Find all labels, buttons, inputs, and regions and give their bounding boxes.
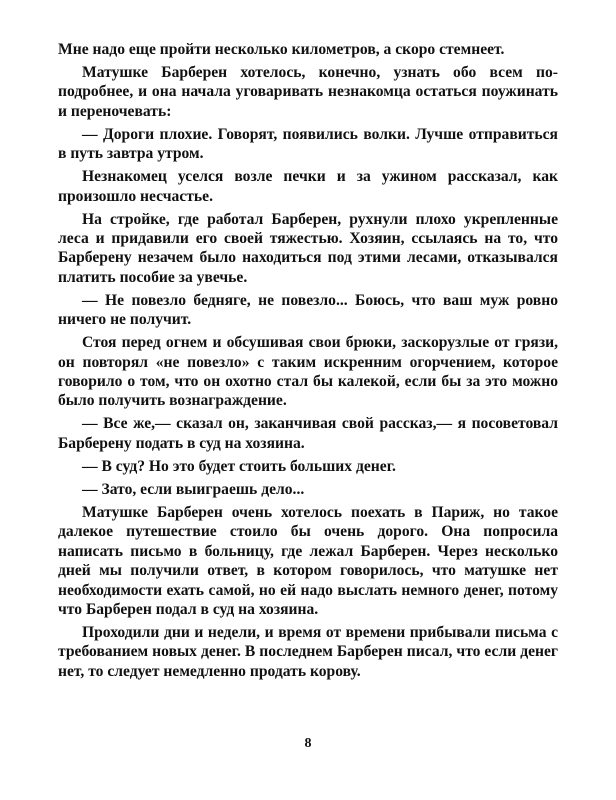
paragraph-5: На стройке, где работал Барберен, рухнули плохо укрепленные леса и придавили его своей тяжестью. Хозяин, ссылаясь на то, что Барберену незачем было находиться под этими лесами, отказывался платить пособие за увечье. <box>58 210 558 286</box>
paragraph-11: Матушке Барберен очень хотелось поехать в Париж, но такое далекое путешествие стоило бы очень дорого. Она попросила написать письмо в больницу, где лежал Барберен. Через несколько дней мы получили ответ, в котором говорилось, что матушке нет необходимости ехать самой, но ей надо выслать немного денег, потому что Барберен подал в суд на хозяина. <box>58 503 558 618</box>
page-number: 8 <box>304 736 312 751</box>
paragraph-3: — Дороги плохие. Говорят, появились волки. Лучше отправиться в путь завтра утром. <box>58 125 558 163</box>
paragraph-9: — В суд? Но это будет стоить больших денег. <box>82 457 396 475</box>
paragraph-2: Матушке Барберен хотелось, конечно, узнать обо всем поподробнее, и она начала уговаривать незнакомца остаться поужинать и переночевать: <box>58 64 558 120</box>
paragraph-6: — Не повезло бедняге, не повезло... Боюсь, что ваш муж ровно ничего не получит. <box>58 291 558 329</box>
paragraph-12: Проходили дни и недели, и время от времени прибывали письма с требованием новых денег. В последнем Барберен писал, что если денег нет, то следует немедленно продать корову. <box>58 623 558 680</box>
paragraph-4: Незнакомец уселся возле печки и за ужином рассказал, как произошло несчастье. <box>58 168 558 205</box>
paragraph-1: Мне надо еще пройти несколько километров, а скоро стемнеет. <box>58 41 505 58</box>
book-page-text <box>58 40 558 685</box>
paragraph-7: Стоя перед огнем и обсушивая свои брюки, заскорузлые от грязи, он повторял «не повезло» с таким искренним огорчением, которое говорило о том, что он охотно стал бы калекой, если бы за это можно было получить вознаграждение. <box>58 334 558 410</box>
paragraph-8: — Все же,— сказал он, заканчивая свой рассказ,— я посоветовал Барберену подать в суд на хозяина. <box>58 415 558 452</box>
paragraph-10: — Зато, если выиграешь дело... <box>82 480 305 498</box>
